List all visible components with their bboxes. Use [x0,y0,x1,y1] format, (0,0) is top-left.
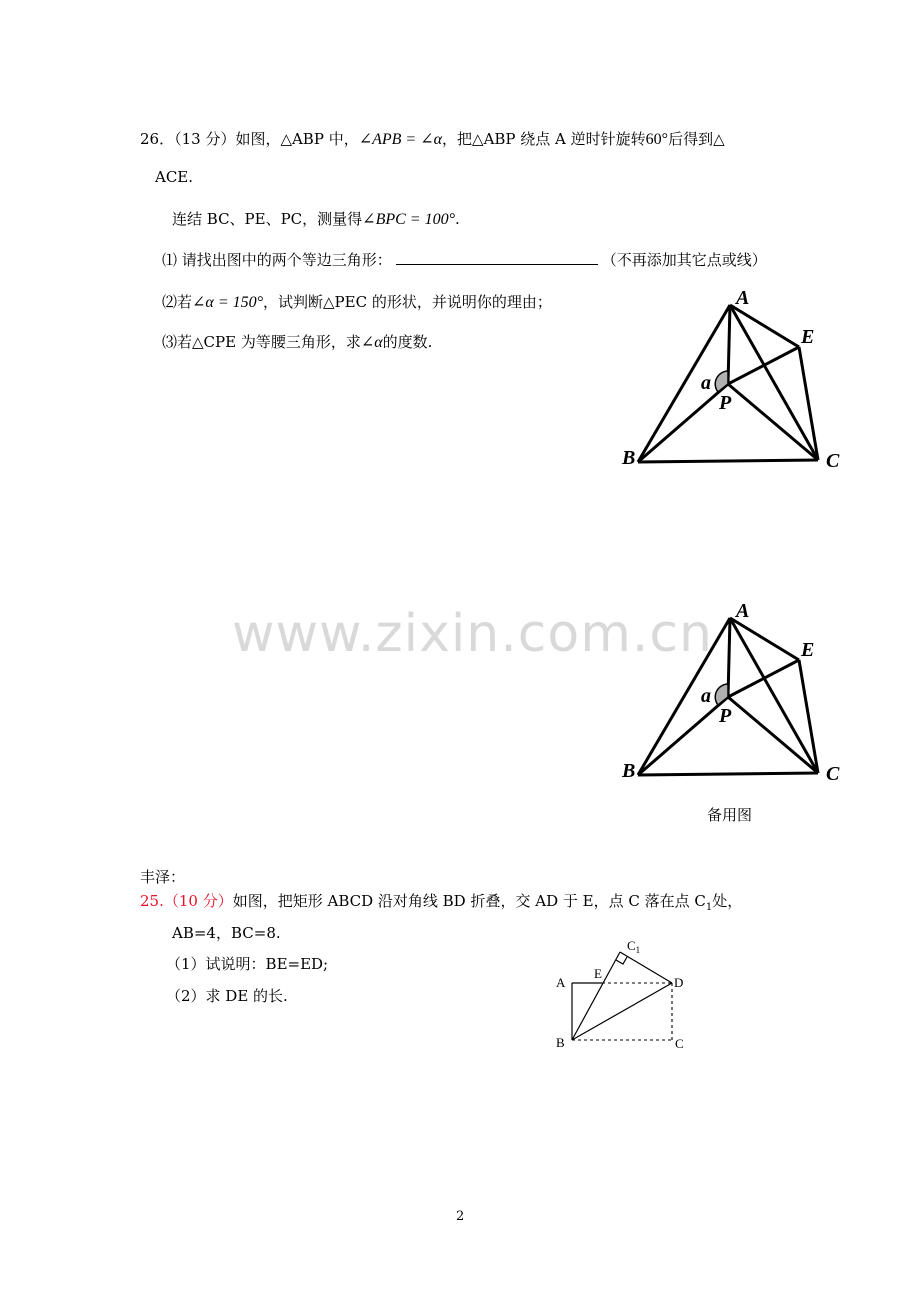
q26-angle-bpc: ∠BPC = 100° [362,211,455,228]
label-e: E [801,639,815,661]
q26-item1-b: （不再添加其它点或线） [601,251,767,269]
segment-pb [638,384,728,462]
segment-pb [638,697,728,775]
backup-figure-caption: 备用图 [707,806,753,824]
right-angle-mark [616,957,627,964]
q25-line1 [140,890,742,913]
q25-line1-sub: 1 [705,902,713,913]
segment-pe [728,660,799,697]
watermark: www.zixin.com.cn [232,604,713,664]
label-alpha: a [701,372,711,394]
q25-line1-end: 处， [712,892,743,910]
label-b: B [556,1035,565,1050]
q26-item3-a: ⑶若△CPE 为等腰三角形，求 [162,333,361,351]
label-c: C [826,450,840,472]
q26-figure [610,285,860,480]
label-a: A [556,975,566,990]
label-e: E [594,966,602,981]
segment-pe [728,347,799,384]
label-c: C [675,1036,684,1051]
q26-item3 [162,331,432,352]
q26-line1-a: 26．（13 分）如图，△ABP 中， [140,130,359,148]
q26-line1-b: ，把△ABP 绕点 A 逆时针旋转 [442,130,646,148]
q26-item2-a: ⑵若 [162,293,193,311]
segment-bc [638,773,818,775]
alpha-angle-marker [715,371,728,392]
q26-item2-b: ，试判断△PEC 的形状，并说明你的理由； [263,293,552,311]
label-c: C [826,763,840,785]
q25-item1: （1）试说明：BE=ED; [166,955,329,973]
label-p: P [719,705,732,727]
segment-pc [728,384,818,460]
label-d: D [674,975,684,990]
q26-alpha-value: ∠α = 150° [192,294,264,311]
label-c1-main: C [627,938,636,953]
segment-pc [728,697,818,773]
page-number: 2 [456,1209,465,1224]
q26-line2: ACE. [155,168,194,186]
segment-c1d [620,952,672,983]
q25-author: 丰泽： [140,868,186,886]
label-b: B [622,760,636,782]
q26-item3-b: 的度数. [382,333,433,351]
q26-rotation-deg: 60° [645,131,669,148]
q26-angle-apb: ∠APB = ∠α [358,131,443,148]
label-e: E [801,326,815,348]
label-c1-sub: 1 [635,945,641,955]
q26-item1-a: ⑴ 请找出图中的两个等边三角形： [162,251,392,269]
q26-alpha: ∠α [360,334,383,351]
q26-line3-a: 连结 BC、PE、PC，测量得 [172,210,363,228]
label-a: A [736,287,750,309]
q25-line2: AB=4，BC=8. [172,924,281,942]
label-a: A [736,600,750,622]
q26-line3 [172,208,460,229]
q25-line1-text: 如图，把矩形 ABCD 沿对角线 BD 折叠，交 AD 于 E，点 C 落在点 C [232,892,706,910]
label-c1 [627,938,640,955]
q26-line1-c: 后得到△ [668,130,725,148]
label-p: P [719,392,732,414]
q25-number: 25.（10 分） [140,892,233,910]
q26-line1 [140,128,725,149]
q25-item2: （2）求 DE 的长. [166,987,288,1005]
label-b: B [622,447,636,469]
q26-item1 [162,249,767,270]
q26-backup-figure [610,598,860,793]
label-alpha: a [701,685,711,707]
q26-line3-b: . [455,210,460,228]
q25-figure [548,936,698,1056]
answer-blank [396,250,598,265]
q26-item2 [162,291,552,312]
segment-bc [638,460,818,462]
alpha-angle-marker [715,684,728,705]
